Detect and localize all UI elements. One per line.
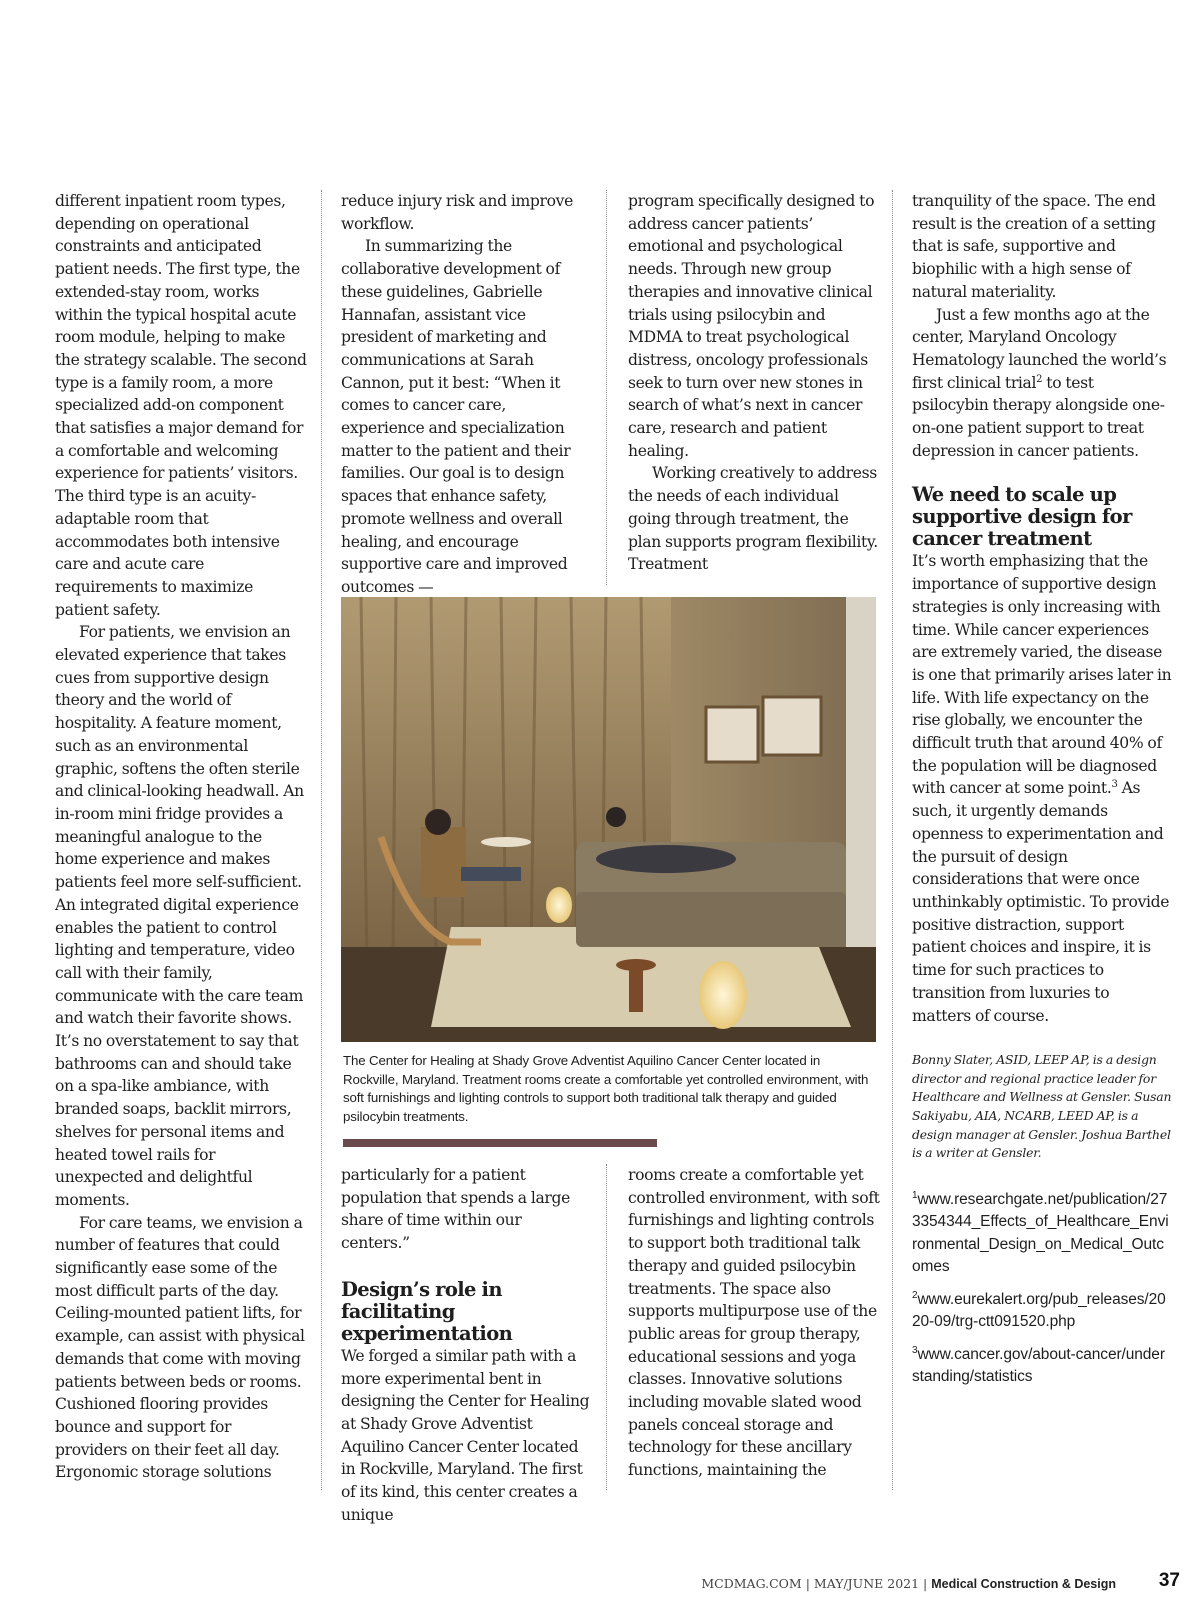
col1-paragraph-2: For patients, we envision an elevated experience that takes cues from supportive design theory and the world of hospitality. A feature moment, such as an environmental graphic, softens the often sterile and clinical-looking headwall. An in-room mini fridge provides a meaningful analogue to the home experience and makes patients feel more self-sufficient. An integrated digital experience enables the patient to control lighting and temperature, video call with their family, communicate with the care team and watch their favorite shows. It’s no overstatement to say that bathrooms can and should take on a spa-like ambiance, with branded soaps, backlit mirrors, shelves for personal items and heated towel rails for unexpected and delightful moments. (55, 623, 304, 1209)
footnote-marker-3: 3 (1111, 779, 1118, 791)
col4-paragraph-3-text-b: As such, it urgently demands openness to experimentation and the pursuit of design considerations that were once unthinkably optimistic. To provide positive distraction, support patient choices and inspire, it is time for such practices to transition from luxuries to matters of course. (912, 779, 1170, 1025)
author-bio: Bonny Slater, ASID, LEEP AP, is a design director and regional practice leader for Healthcare and Wellness at Gensler. Susan Sakiyabu, AIA, NCARB, LEED AP, is a design manager at Gensler. Joshua Barthel is a writer at Gensler. (912, 1052, 1172, 1161)
reference-link[interactable]: www.researchgate.net/publication/273354344_Effects_of_Healthcare_Environmental_Design_on_Medical_Outcomes (912, 1190, 1169, 1276)
reference-number: 2 (912, 1289, 918, 1301)
col1-paragraph-3: For care teams, we envision a number of features that could significantly ease some of the most difficult parts of the day. Ceiling-mounted patient lifts, for example, can assist with physical demands that come with moving patients between beds or rooms. Cushioned flooring provides bounce and support for providers on their feet all day. Ergonomic storage solutions (55, 1213, 305, 1482)
reference-item (912, 1289, 1172, 1334)
col4-paragraph-3 (912, 550, 1172, 1027)
column-1 (55, 190, 307, 1484)
reference-number: 1 (912, 1189, 918, 1201)
reference-link[interactable]: www.cancer.gov/about-cancer/understanding/statistics (912, 1345, 1165, 1386)
column-divider-2-top (606, 190, 607, 585)
column-2-bottom (341, 1164, 591, 1526)
footnote-marker-2: 2 (1036, 373, 1043, 385)
references-list (912, 1189, 1172, 1389)
page-number: 37 (1158, 1570, 1180, 1591)
page-footer (700, 1570, 1180, 1596)
footer-magazine: Medical Construction & Design (931, 1577, 1116, 1591)
reference-number: 3 (912, 1344, 918, 1356)
col1-paragraph-1: different inpatient room types, depending on operational constraints and anticipated patient needs. The first type, the extended-stay room, works within the typical hospital acute room module, helping to make the strategy scalable. The second type is a family room, a more specialized add-on component that satisfies a major demand for a comfortable and welcoming experience for patients’ visitors. The third type is an acuity-adaptable room that accommodates both intensive care and acute care requirements to maximize patient safety. (55, 192, 307, 619)
section-heading-designs-role: Design’s role in facilitating experimentation (341, 1277, 513, 1345)
accent-bar (343, 1139, 657, 1147)
publication-line: MCDMAG.COM | MAY/JUNE 2021 | Medical Construction & Design (701, 1576, 1116, 1591)
column-divider-2-bottom (606, 1164, 607, 1490)
col2-bottom-paragraph-1: particularly for a patient population that spends a large share of time within our centers.” (341, 1166, 571, 1253)
col4-paragraph-3-text-a: It’s worth emphasizing that the importance of supportive design strategies is only increasing with time. While cancer experiences are extremely varied, the disease is one that primarily arises later in life. With life expectancy on the rise globally, we encounter the difficult truth that around 40% of the population will be diagnosed with cancer at some point. (912, 552, 1172, 798)
column-3-top (628, 190, 880, 576)
column-4 (912, 190, 1172, 1399)
reference-item (912, 1344, 1172, 1389)
col2-paragraph-2: In summarizing the collaborative development of these guidelines, Gabrielle Hannafan, assistant vice president of marketing and communications at Sarah Cannon, put it best: “When it comes to cancer care, experience and specialization matter to the patient and their families. Our goal is to design spaces that enhance safety, promote wellness and overall healing, and encourage supportive care and improved outcomes — (341, 237, 571, 596)
section-heading-scale-up: We need to scale up supportive design for cancer treatment (912, 483, 1132, 551)
column-3-bottom (628, 1164, 880, 1482)
col3-paragraph-2: Working creatively to address the needs of each individual going through treatment, the plan supports program flexibility. Treatment (628, 464, 878, 574)
col2-paragraph-1: reduce injury risk and improve workflow. (341, 192, 574, 233)
col4-paragraph-2-text-a: Just a few months ago at the center, Maryland Oncology Hematology launched the world’s first clinical trial (912, 305, 1167, 392)
column-2-top (341, 190, 591, 599)
treatment-room-illustration (341, 597, 876, 1042)
col4-paragraph-1: tranquility of the space. The end result is the creation of a setting that is safe, supportive and biophilic with a high sense of natural materiality. (912, 192, 1156, 301)
col3-paragraph-1: program specifically designed to address cancer patients’ emotional and psychological needs. Through new group therapies and innovative clinical trials using psilocybin and MDMA to treat psychological distress, oncology professionals seek to turn over new stones in search of what’s next in cancer care, research and patient healing. (628, 192, 875, 460)
col3-bottom-paragraph-1: rooms create a comfortable yet controlled environment, with soft furnishings and lighting controls to support both traditional talk therapy and guided psilocybin treatments. The space also supports multipurpose use of the public areas for group therapy, educational sessions and yoga classes. Innovative solutions including movable slated wood panels conceal storage and technology for these ancillary functions, maintaining the (628, 1166, 880, 1480)
column-divider-1 (321, 190, 322, 1490)
column-divider-3 (892, 190, 893, 1490)
photo-caption: The Center for Healing at Shady Grove Adventist Aquilino Cancer Center located in Rockville, Maryland. Treatment rooms create a comfortable yet controlled environment, with soft furnishings and lighting controls to support both traditional talk therapy and guided psilocybin treatments. (343, 1053, 869, 1125)
col4-paragraph-2-text-b: to test psilocybin therapy alongside one-on-one patient support to treat depression in cancer patients. (912, 373, 1165, 460)
reference-link[interactable]: www.eurekalert.org/pub_releases/2020-09/trg-ctt091520.php (912, 1290, 1166, 1331)
footer-issue: MAY/JUNE 2021 (813, 1576, 920, 1591)
reference-item (912, 1189, 1172, 1279)
col2-bottom-paragraph-2: We forged a similar path with a more experimental bent in designing the Center for Healing at Shady Grove Adventist Aquilino Cancer Center located in Rockville, Maryland. The first of its kind, this center creates a unique (341, 1346, 590, 1524)
col4-paragraph-2 (912, 304, 1172, 463)
treatment-room-photo (341, 597, 876, 1042)
footer-site[interactable]: MCDMAG.COM (701, 1576, 802, 1591)
